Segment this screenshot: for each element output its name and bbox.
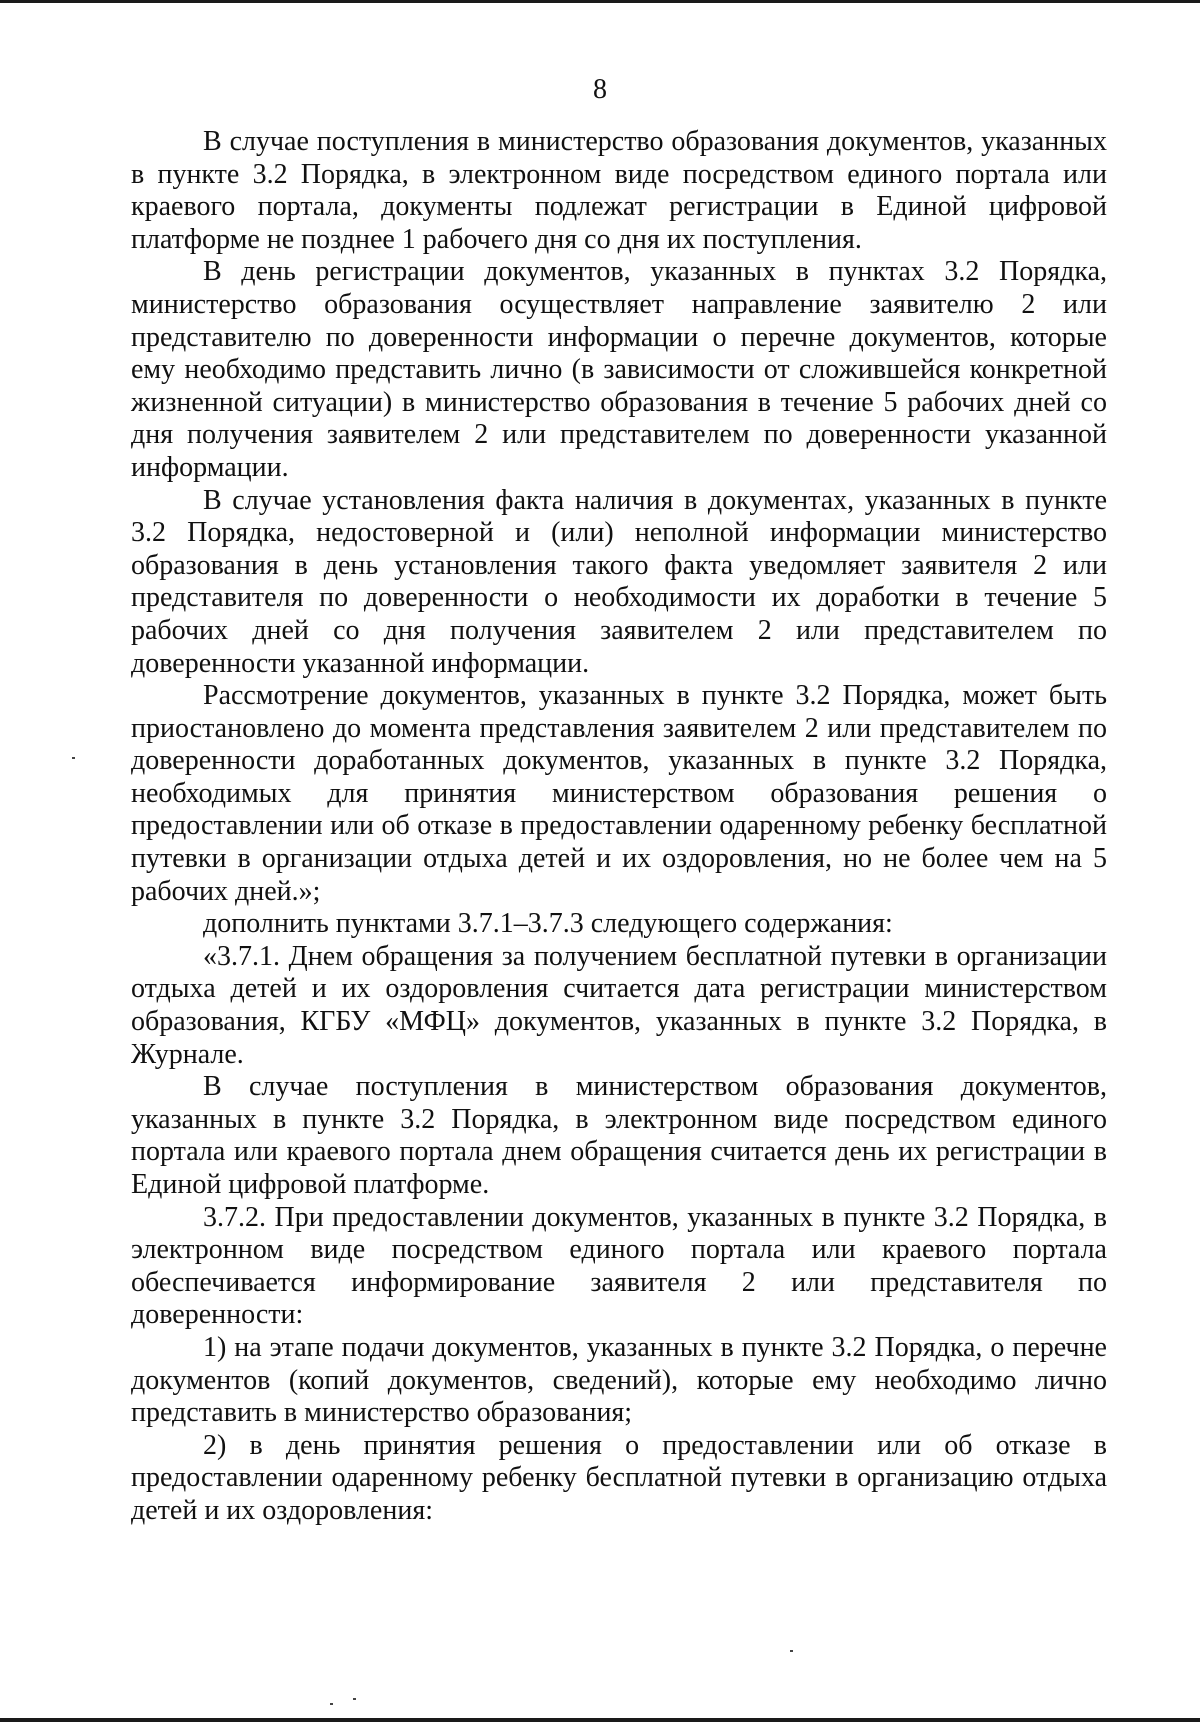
paragraph: В случае поступления в министерство образования документов, указанных в пункте 3.2 Порядка, в электронном виде посредством единого портала или краевого портала, документы подлежат регистрации в Единой цифровой платформе не позднее 1 рабочего дня со дня их поступления. [131,126,1107,255]
paragraph: Рассмотрение документов, указанных в пункте 3.2 Порядка, может быть приостановлено до момента представления заявителем 2 или представителем по доверенности доработанных документов, указанных в пункте 3.2 Порядка, необходимых для принятия министерством образования решения о предоставлении или об отказе в предоставлении одаренному ребенку бесплатной путевки в организации отдыха детей и их оздоровления, но не более чем на 5 рабочих дней.»; [131,680,1107,907]
paragraph: В день регистрации документов, указанных в пунктах 3.2 Порядка, министерство образования осуществляет направление заявителю 2 или представителю по доверенности информации о перечне документов, которые ему необходимо представить лично (в зависимости от сложившейся конкретной жизненной ситуации) в министерство образования в течение 5 рабочих дней со дня получения заявителем 2 или представителем по доверенности указанной информации. [131,256,1107,483]
scan-speck [330,1703,333,1705]
scan-bottom-edge [0,1718,1200,1722]
document-body [131,126,1107,1528]
paragraph: 1) на этапе подачи документов, указанных в пункте 3.2 Порядка, о перечне документов (копий документов, сведений), которые ему необходимо лично представить в министерство образования; [131,1331,1107,1429]
page-number: 8 [593,74,607,105]
scan-speck [790,1650,793,1652]
scan-top-edge [0,0,1200,3]
paragraph: 2) в день принятия решения о предоставлении или об отказе в предоставлении одаренному ребенку бесплатной путевки в организацию отдыха детей и их оздоровления: [131,1429,1107,1526]
scan-speck [353,1698,356,1700]
paragraph: дополнить пунктами 3.7.1–3.7.3 следующего содержания: [203,908,893,940]
paragraph: В случае поступления в министерством образования документов, указанных в пункте 3.2 Порядка, в электронном виде посредством единого портала или краевого портала днем обращения считается день их регистрации в Единой цифровой платформе. [131,1071,1107,1200]
scan-speck [72,757,75,759]
paragraph: «3.7.1. Днем обращения за получением бесплатной путевки в организации отдыха детей и их оздоровления считается дата регистрации министерством образования, КГБУ «МФЦ» документов, указанных в пункте 3.2 Порядка, в Журнале. [131,940,1107,1070]
paragraph: 3.7.2. При предоставлении документов, указанных в пункте 3.2 Порядка, в электронном виде посредством единого портала или краевого портала обеспечивается информирование заявителя 2 или представителя по доверенности: [131,1201,1107,1331]
paragraph: В случае установления факта наличия в документах, указанных в пункте 3.2 Порядка, недостоверной и (или) неполной информации министерство образования в день установления такого факта уведомляет заявителя 2 или представителя по доверенности о необходимости их доработки в течение 5 рабочих дней со дня получения заявителем 2 или представителем по доверенности указанной информации. [131,484,1107,679]
